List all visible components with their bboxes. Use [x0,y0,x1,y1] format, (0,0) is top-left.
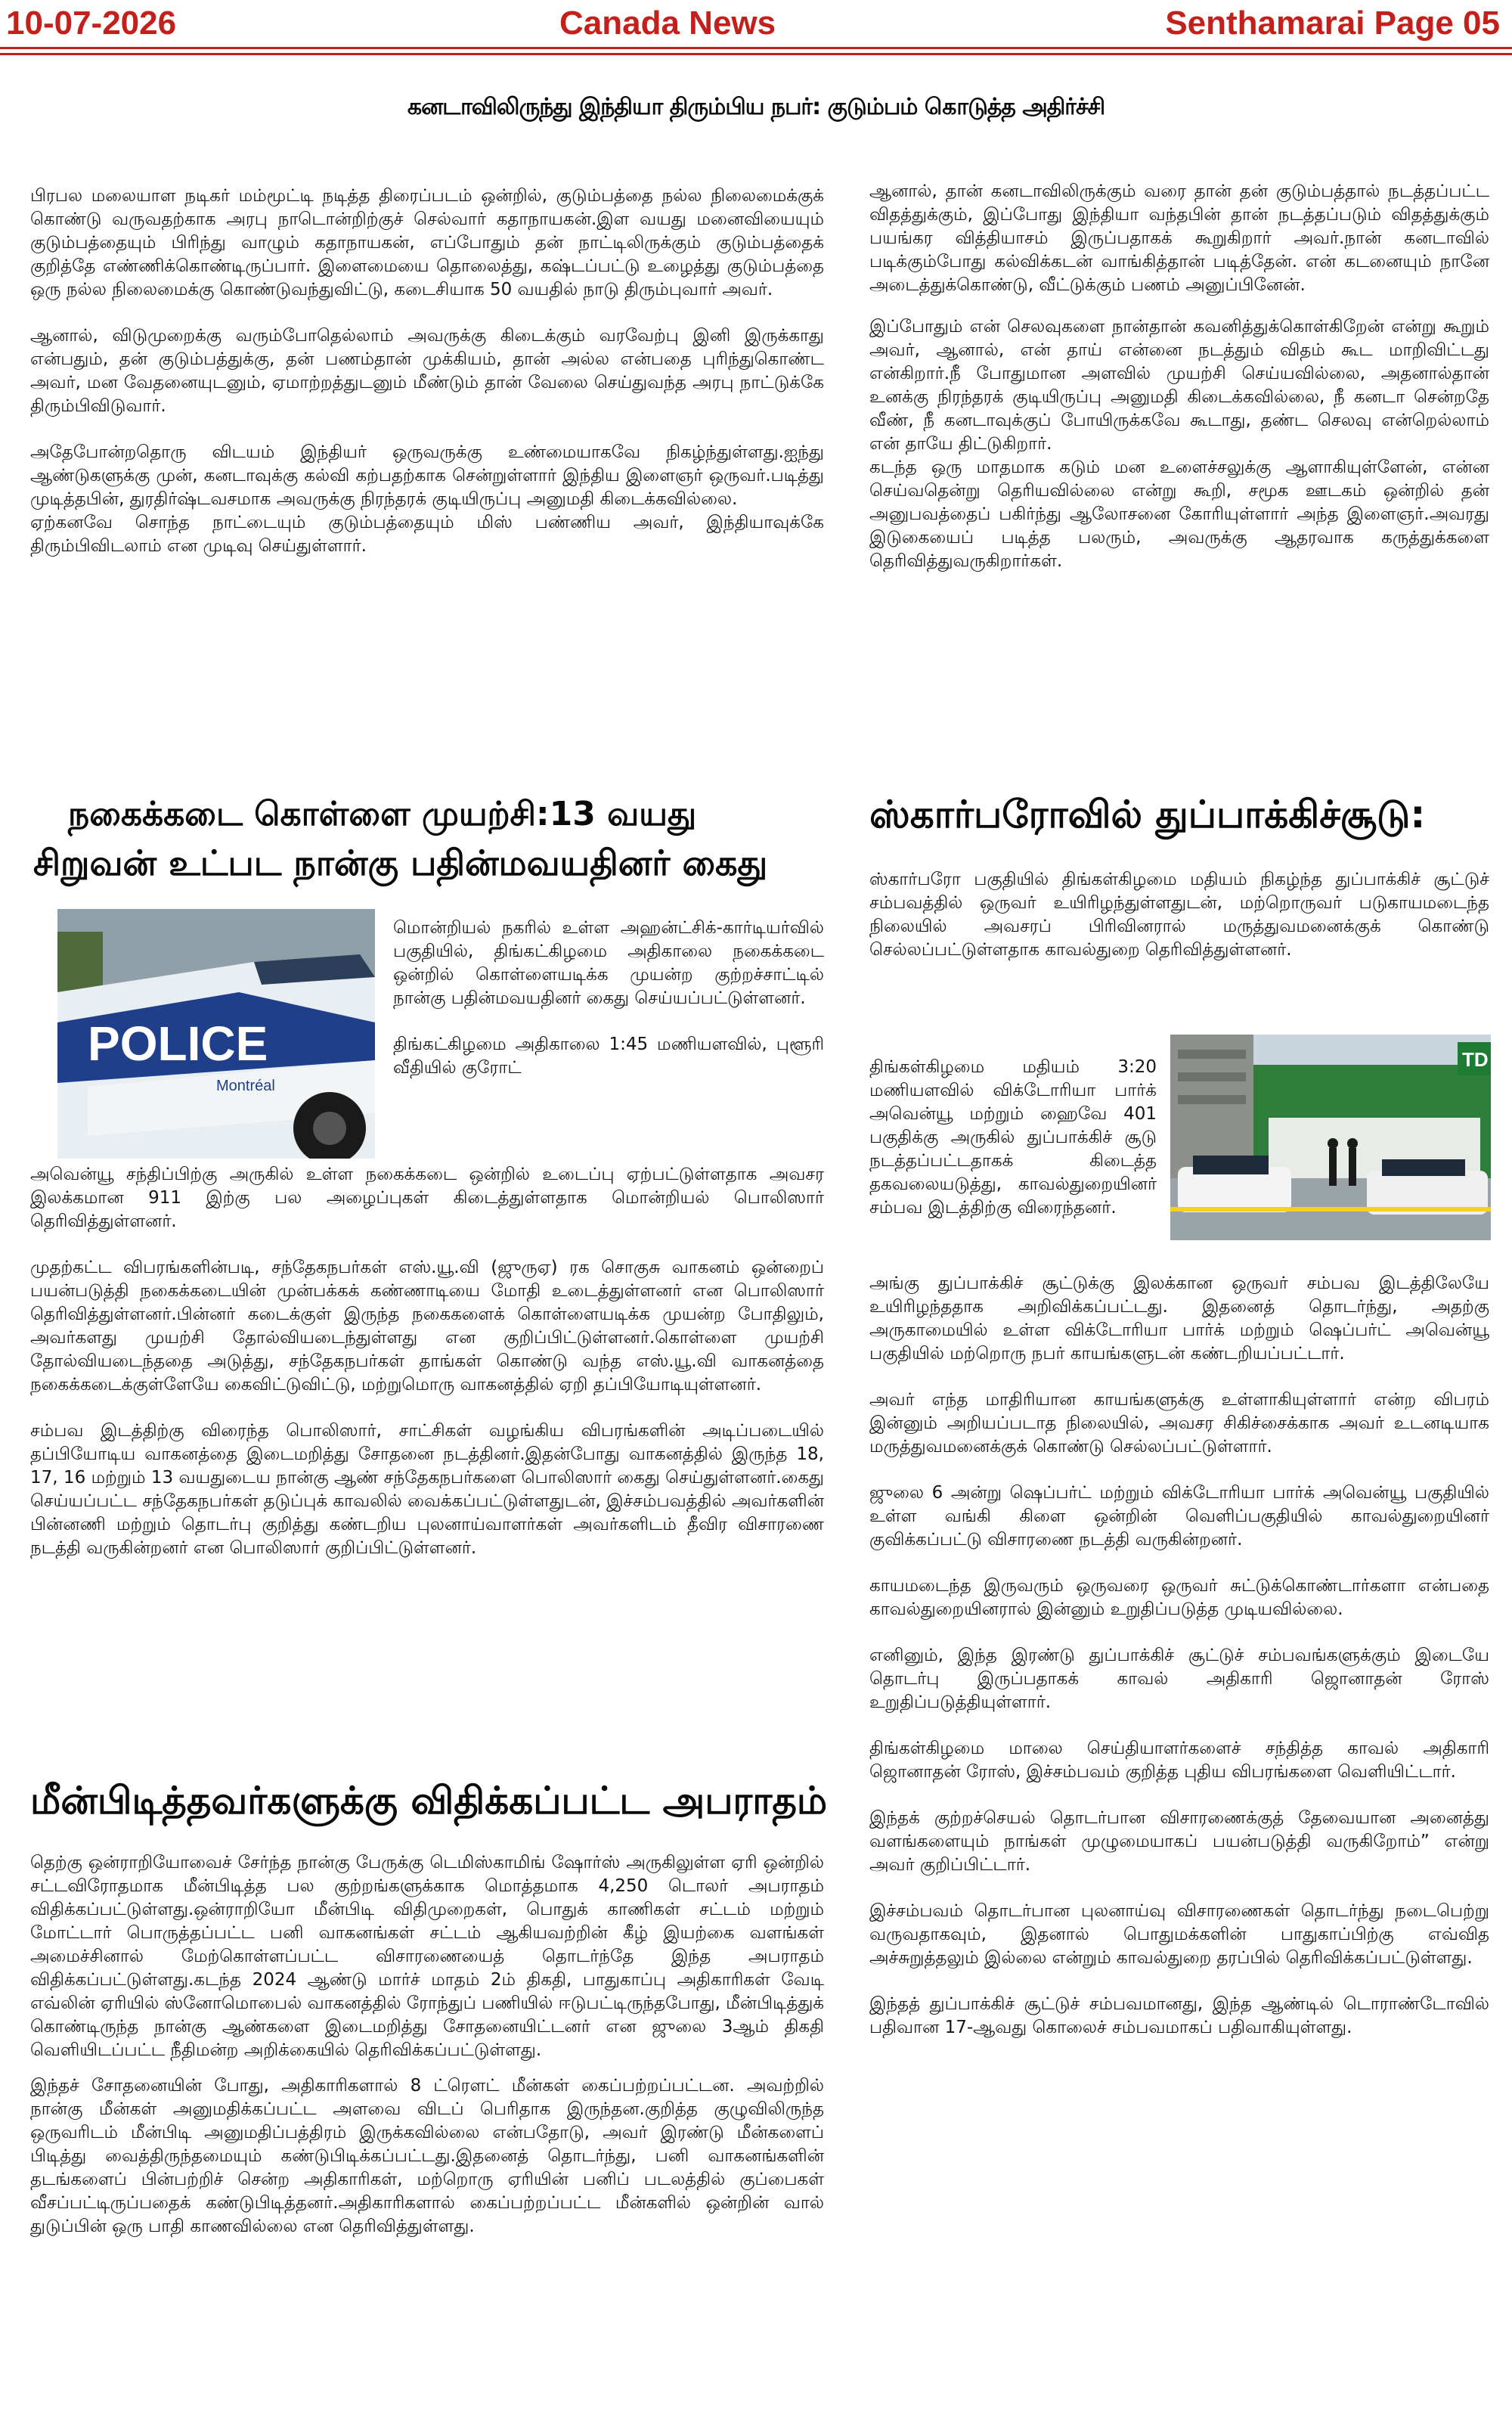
shooting-scene-photo [1170,1035,1491,1240]
story2-paragraph: சம்பவ இடத்திற்கு விரைந்த பொலிஸார், சாட்சிகள் வழங்கிய விபரங்களின் அடிப்படையில் தப்பியோடிய வாகனத்தை இடைமறித்து சோதனை நடத்தினர்.இதன்போது வாகனத்தில் இருந்த 18, 17, 16 மற்றும் 13 வயதுடைய நான்கு ஆண் சந்தேகநபர்களை பொலிஸார் கைது செய்துள்ளனர்.கைது செய்யப்பட்ட சந்தேகநபர்கள் தடுப்புக் காவலில் வைக்கப்பட்டுள்ளதுடன், இச்சம்பவத்தில் அவர்களின் பின்னணி மற்றும் தொடர்பு குறித்து கண்டறிய புலனாய்வாளர்கள் அவர்களிடம் தீவிர விசாரணை நடத்தி வருகின்றனர் என பொலிஸார் குறிப்பிட்டுள்ளனர். [30,1421,824,1558]
paper-page-label: Senthamarai Page 05 [1165,5,1500,42]
story1-left-column [30,185,824,558]
story4-beside-image [869,1056,1157,1220]
story1-right-column [869,180,1489,573]
story2-paragraph: முதற்கட்ட விபரங்களின்படி, சந்தேகநபர்கள் எஸ்.யூ.வி (ஜுருஏ) ரக சொகுசு வாகனம் ஒன்றைப் பயன்படுத்தி நகைக்கடையின் முன்பக்கக் கண்ணாடியை மோதி உடைத்துள்ளனர் என பொலிஸார் தெரிவித்துள்ளனர்.பின்னர் கடைக்குள் இருந்த நகைகளைக் கொள்ளையடிக்க முயன்ற போதிலும், அவர்களது முயற்சி தோல்வியடைந்துள்ளது என குறிப்பிட்டுள்ளனர்.கொள்ளை முயற்சி தோல்வியடைந்ததை அடுத்து, சந்தேகநபர்கள் தாங்கள் கொண்டு வந்த எஸ்.யூ.வி வாகனத்தை நகைக்கடைக்குள்ளேயே கைவிட்டுவிட்டு, மற்றுமொரு வாகனத்தில் ஏறி தப்பியோடியுள்ளனர். [30,1258,824,1395]
story1-paragraph: ஆனால், தான் கனடாவிலிருக்கும் வரை தான் தன் குடும்பத்தால் நடத்தப்பட்ட விதத்துக்கும், இப்போது இந்தியா வந்தபின் தான் நடத்தப்படும் விதத்துக்கும் பயங்கர வித்தியாசம் இருப்பதாகக் கூறுகிறார் அவர்.நான் கனடாவில் படிக்கும்போது கல்விக்கடன் வாங்கித்தான் படித்தேன். என் கடனையும் நானே அடைத்துக்கொண்டு, வீட்டுக்கும் பணம் அனுப்பினேன். [869,182,1489,295]
montreal-decal-text: Montréal [216,1078,275,1094]
story4-paragraph: காயமடைந்த இருவரும் ஒருவரை ஒருவர் சுட்டுக்கொண்டார்களா என்பதை காவல்துறையினரால் இன்னும் உறுதிப்படுத்த முடியவில்லை. [869,1576,1489,1619]
story1-paragraph: பிரபல மலையாள நடிகர் மம்மூட்டி நடித்த திரைப்படம் ஒன்றில், குடும்பத்தை நல்ல நிலைமைக்குக் கொண்டு வருவதற்காக அரபு நாடொன்றிற்குச் செல்வார் கதாநாயகன்.இள வயது மனைவியையும் குடும்பத்தையும் பிரிந்து வாழும் கதாநாயகன், எப்போதும் தன் நாட்டிலிருக்கும் குடும்பத்தைக் குறித்தே எண்ணிக்கொண்டிருப்பார். இளைமையை தொலைத்து, கஷ்டப்பட்டு உழைத்து குடும்பத்தை ஒரு நல்ல நிலைமைக்கு கொண்டுவந்துவிட்டு, கடைசியாக 50 வயதில் நாடு திரும்புவார் அவர். [30,186,824,299]
story4-intro [869,868,1489,962]
story3-paragraph: இந்தச் சோதனையின் போது, அதிகாரிகளால் 8 ட்ரௌட் மீன்கள் கைப்பற்றப்பட்டன. அவற்றில் நான்கு மீன்கள் அனுமதிக்கப்பட்ட அளவை விடப் பெரிதாக இருந்தன.குறித்த குழுவிலிருந்த ஒருவரிடம் மீன்பிடி அனுமதிப்பத்திரம் இருக்கவில்லை என்பதோடு, அவர் இரண்டு மீன்களைப் பிடித்து வைத்திருந்தமையும் கண்டுபிடிக்கப்பட்டது.இதனைத் தொடர்ந்து, பனி வாகனங்களின் தடங்களைப் பின்பற்றிச் சென்ற அதிகாரிகள், மற்றொரு ஏரியின் பனிப் படலத்தில் குப்பைகள் வீசப்பட்டிருப்பதைக் கண்டுபிடித்தனர்.அதிகாரிகளால் கைப்பற்றப்பட்ட மீன்களில் ஒன்றின் வால் துடுப்பின் ஒரு பாதி காணவில்லை என தெரிவித்துள்ளது. [30,2076,824,2236]
story1-paragraph: அதேபோன்றதொரு விடயம் இந்தியர் ஒருவருக்கு உண்மையாகவே நிகழ்ந்துள்ளது.ஐந்து ஆண்டுகளுக்கு முன், கனடாவுக்கு கல்வி கற்பதற்காக சென்றுள்ளார் இந்திய இளைஞர் ஒருவர்.படித்து முடித்தபின், துரதிர்ஷ்டவசமாக அவருக்கு நிரந்தரக் குடியிருப்பு அனுமதி கிடைக்கவில்லை. [30,442,824,509]
story2-paragraph: மொன்றியல் நகரில் உள்ள அஹன்ட்சிக்-கார்டியர்வில் பகுதியில், திங்கட்கிழமை அதிகாலை நகைக்கடை ஒன்றில் கொள்ளையடிக்க முயன்ற குற்றச்சாட்டில் நான்கு பதின்மவயதினர் கைது செய்யப்பட்டுள்ளனர். [393,918,824,1008]
story2-paragraph: திங்கட்கிழமை அதிகாலை 1:45 மணியளவில், புளூரி வீதியில் குரோட் [393,1035,824,1078]
story3-title: மீன்பிடித்தவர்களுக்கு விதிக்கப்பட்ட அபராதம் [30,1779,828,1823]
story4-title: ஸ்கார்பரோவில் துப்பாக்கிச்சூடு: [869,793,1426,836]
story2-title-line1: நகைக்கடை கொள்ளை முயற்சி:13 வயது [68,795,697,833]
story1-paragraph: இப்போதும் என் செலவுகளை நான்தான் கவனித்துக்கொள்கிறேன் என்று கூறும் அவர், ஆனால், என் தாய் என்னை நடத்தும் விதம் கூட மாறிவிட்டது என்கிறார்.நீ போதுமான அளவில் முயற்சி செய்யவில்லை, அதனால்தான் உனக்கு நிரந்தரக் குடியிருப்பு அனுமதி கிடைக்கவில்லை, நீ கனடா சென்றதே வீண், நீ கனடாவுக்குப் போயிருக்கவே கூடாது, தண்ட செலவு என்றெல்லாம் என் தாயே திட்டுகிறார். [869,317,1489,454]
story4-paragraph: திங்கள்கிழமை மாலை செய்தியாளர்களைச் சந்தித்த காவல் அதிகாரி ஜொனாதன் ரோஸ், இச்சம்பவம் குறித்த புதிய விபரங்களை வெளியிட்டார். [869,1739,1489,1782]
story4-paragraph: இந்தக் குற்றச்செயல் தொடர்பான விசாரணைக்குத் தேவையான அனைத்து வளங்களையும் நாங்கள் முழுமையாகப் பயன்படுத்தி வருகிறோம்” என்று அவர் குறிப்பிட்டார். [869,1808,1489,1875]
story1-paragraph: ஏற்கனவே சொந்த நாட்டையும் குடும்பத்தையும் மிஸ் பண்ணிய அவர், இந்தியாவுக்கே திரும்பிவிடலாம் என முடிவு செய்துள்ளார். [30,513,824,556]
story1-paragraph: கடந்த ஒரு மாதமாக கடும் மன உளைச்சலுக்கு ஆளாகியுள்ளேன், என்ன செய்வதென்று தெரியவில்லை என்று கூறி, சமூக ஊடகம் ஒன்றில் தன் அனுபவத்தைப் பகிர்ந்து ஆலோசனை கோரியுள்ளார் அந்த இளைஞர்.அவரது இடுகையைப் படித்த பலரும், அவருக்கு ஆதரவாக கருத்துக்களை தெரிவித்துவருகிறார்கள். [869,458,1489,571]
story2-body [30,1163,824,1560]
story4-paragraph: அவர் எந்த மாதிரியான காயங்களுக்கு உள்ளாகியுள்ளார் என்ற விபரம் இன்னும் அறியப்படாத நிலையில், அவசர சிகிச்சைக்காக அவர் உடனடியாக மருத்துவமனைக்குக் கொண்டு செல்லப்பட்டுள்ளார். [869,1390,1489,1457]
bank-sign-text: TD [1462,1048,1489,1071]
story4-paragraph: இந்தத் துப்பாக்கிச் சூட்டுச் சம்பவமானது, இந்த ஆண்டில் டொராண்டோவில் பதிவான 17-ஆவது கொலைச் சம்பவமாகப் பதிவாகியுள்ளது. [869,1994,1489,2037]
story4-paragraph: எனினும், இந்த இரண்டு துப்பாக்கிச் சூட்டுச் சம்பவங்களுக்கும் இடையே தொடர்பு இருப்பதாகக் காவல் அதிகாரி ஜொனாதன் ரோஸ் உறுதிப்படுத்தியுள்ளார். [869,1646,1489,1712]
story3-paragraph: தெற்கு ஒன்ராறியோவைச் சேர்ந்த நான்கு பேருக்கு டெமிஸ்காமிங் ஷோர்ஸ் அருகிலுள்ள ஏரி ஒன்றில் சட்டவிரோதமாக மீன்பிடித்த பல குற்றங்களுக்காக மொத்தமாக 4,250 டொலர் அபராதம் விதிக்கப்பட்டுள்ளது.ஒன்ராறியோ மீன்பிடி விதிமுறைகள், பொதுக் காணிகள் சட்டம் மற்றும் மோட்டார் பொருத்தப்பட்ட பனி வாகனங்கள் சட்டம் ஆகியவற்றின் கீழ் இயற்கை வளங்கள் அமைச்சினால் மேற்கொள்ளப்பட்ட விசாரணையைத் தொடர்ந்தே இந்த அபராதம் விதிக்கப்பட்டுள்ளது.கடந்த 2024 ஆண்டு மார்ச் மாதம் 2ம் திகதி, பாதுகாப்பு அதிகாரிகள் வேடி எவ்லின் ஏரியில் ஸ்னோமொபைல் வாகனத்தில் ரோந்துப் பணியில் ஈடுபட்டிருந்தபோது, மீன்பிடித்துக் கொண்டிருந்த நான்கு ஆண்களை இடைமறித்து சோதனையிட்டனர் என ஜுலை 3ஆம் திகதி வெளியிடப்பட்ட நீதிமன்ற அறிக்கையில் தெரிவிக்கப்பட்டுள்ளது. [30,1853,824,2060]
issue-date: 10-07-2026 [6,5,177,42]
story4-paragraph: ஜுலை 6 அன்று ஷெப்பர்ட் மற்றும் விக்டோரியா பார்க் அவென்யூ பகுதியில் உள்ள வங்கி கிளை ஒன்றின் வெளிப்பகுதியில் காவல்துறையினர் குவிக்கப்பட்டு விசாரணை நடத்தி வருகின்றனர். [869,1483,1489,1550]
masthead-rule-top [0,47,1512,49]
story2-title-line2: சிறுவன் உட்பட நான்கு பதின்மவயதினர் கைது [33,842,768,883]
story4-paragraph: ஸ்கார்பரோ பகுதியில் திங்கள்கிழமை மதியம் நிகழ்ந்த துப்பாக்கிச் சூட்டுச் சம்பவத்தில் ஒருவர் உயிரிழந்துள்ளதுடன், மற்றொருவர் படுகாயமடைந்த நிலையில் அவசரப் பிரிவினரால் மருத்துவமனைக்குக் கொண்டு செல்லப்பட்டுள்ளதாக காவல்துறை தெரிவித்துள்ளனர். [869,870,1489,960]
story2-paragraph: அவென்யூ சந்திப்பிற்கு அருகில் உள்ள நகைக்கடை ஒன்றில் உடைப்பு ஏற்பட்டுள்ளதாக அவசர இலக்கமான 911 இற்கு பல அழைப்புகள் கிடைத்துள்ளதாக மொன்றியல் பொலிஸார் தெரிவித்துள்ளனர். [30,1165,824,1231]
story4-body [869,1272,1489,2040]
masthead [0,0,1512,47]
story2-beside-image [393,917,824,1080]
story4-paragraph: அங்கு துப்பாக்கிச் சூட்டுக்கு இலக்கான ஒருவர் சம்பவ இடத்திலேயே உயிரிழந்ததாக அறிவிக்கப்பட்டது. இதனைத் தொடர்ந்து, அதற்கு அருகாமையில் உள்ள விக்டோரியா பார்க் மற்றும் ஷெப்பர்ட் அவென்யூ பகுதியில் மற்றொரு நபர் காயங்களுடன் கண்டறியப்பட்டார். [869,1274,1489,1364]
story4-paragraph: திங்கள்கிழமை மதியம் 3:20 மணியளவில் விக்டோரியா பார்க் அவென்யூ மற்றும் ஹைவே 401 பகுதிக்கு அருகில் துப்பாக்கிச் சூடு நடத்தப்பட்டதாகக் கிடைத்த தகவலையடுத்து, காவல்துறையினர் சம்பவ இடத்திற்கு விரைந்தனர். [869,1057,1157,1218]
story3-body [30,1851,824,2238]
story4-paragraph: இச்சம்பவம் தொடர்பான புலனாய்வு விசாரணைகள் தொடர்ந்து நடைபெற்று வருவதாகவும், இதனால் பொதுமக்களின் பாதுகாப்பிற்கு எவ்வித அச்சுறுத்தலும் இல்லை என்றும் காவல்துறை தரப்பில் தெரிவிக்கப்பட்டுள்ளது. [869,1901,1489,1968]
main-headline: கனடாவிலிருந்து இந்தியா திரும்பிய நபர்: குடும்பம் கொடுத்த அதிர்ச்சி [407,94,1105,120]
story1-paragraph: ஆனால், விடுமுறைக்கு வரும்போதெல்லாம் அவருக்கு கிடைக்கும் வரவேற்பு இனி இருக்காது என்பதும், தன் குடும்பத்துக்கு, தன் பணம்தான் முக்கியம், தான் அல்ல என்பதை புரிந்துகொண்ட அவர், மன வேதனையுடனும், ஏமாற்றத்துடனும் மீண்டும் தான் வேலை செய்துவந்த அரபு நாட்டுக்கே திரும்பிவிடுவார். [30,326,824,416]
masthead-rule-bottom [0,53,1512,55]
police-decal-text: POLICE [88,1016,268,1071]
police-car-photo [57,909,375,1159]
section-name: Canada News [559,5,776,42]
